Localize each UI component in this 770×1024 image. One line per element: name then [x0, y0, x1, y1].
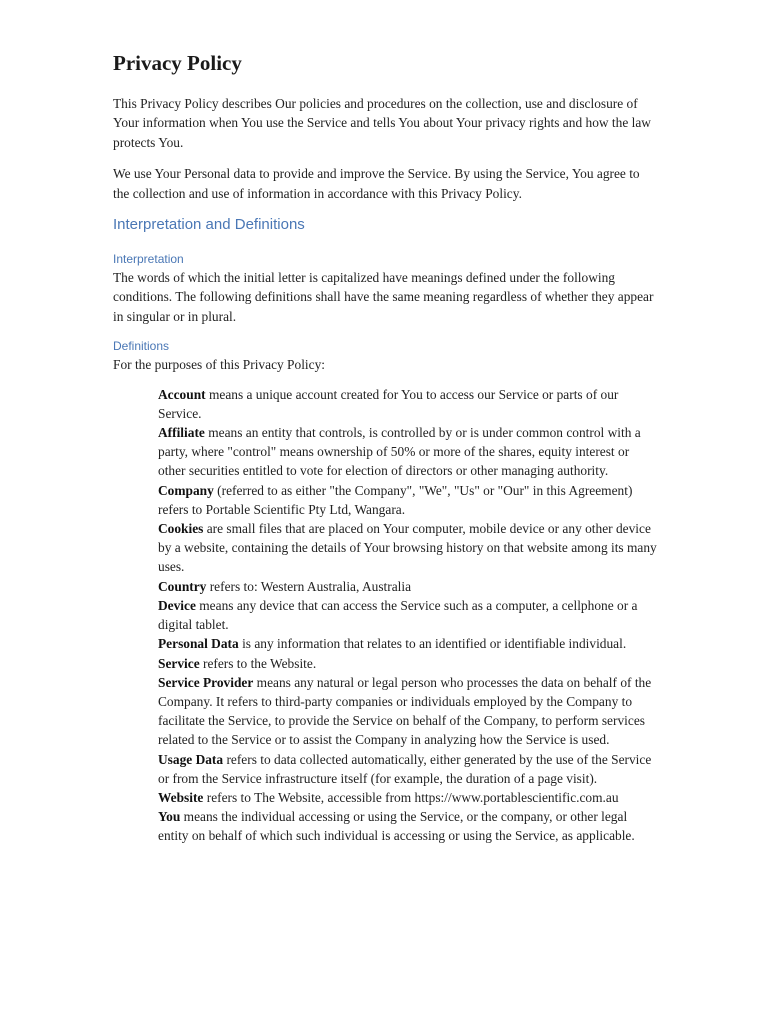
- definition-term: Usage Data: [158, 751, 224, 767]
- definition-item: [158, 807, 658, 845]
- definition-term: You: [158, 809, 181, 825]
- subsection-heading-interpretation: Interpretation: [113, 252, 184, 267]
- definition-text: (referred to as either "the Company", "We", "Us" or "Our" in this Agreement) refers to Portable Scientific Pty Ltd, Wangara.: [158, 482, 633, 517]
- definition-term: Cookies: [158, 521, 204, 537]
- definition-text: means a unique account created for You to access our Service or parts of our Service.: [158, 386, 619, 421]
- definition-term: Service Provider: [158, 674, 254, 690]
- definition-item: [158, 654, 658, 673]
- definition-item: [158, 423, 658, 481]
- definition-term: Account: [158, 386, 206, 402]
- definition-term: Affiliate: [158, 425, 205, 441]
- definition-item: [158, 577, 658, 596]
- definition-text: is any information that relates to an identified or identifiable individual.: [238, 636, 627, 652]
- section-heading: Interpretation and Definitions: [113, 216, 305, 234]
- intro-paragraph: We use Your Personal data to provide and improve the Service. By using the Service, You agree to the collection and use of information in accordance with this Privacy Policy.: [113, 166, 640, 201]
- definition-text: refers to data collected automatically, either generated by the use of the Service or from the Service infrastructure itself (for example, the duration of a page visit).: [158, 751, 652, 786]
- definition-term: Service: [158, 655, 200, 671]
- definition-item: [158, 596, 658, 634]
- definitions-lead: For the purposes of this Privacy Policy:: [113, 357, 326, 373]
- definition-text: refers to The Website, accessible from https://www.portablescientific.com.au: [203, 789, 619, 805]
- definition-text: means an entity that controls, is controlled by or is under common control with a party, where "control" means ownership of 50% or more of the shares, equity interest or other securities entitled to vote for election of directors or other managing authority.: [158, 425, 641, 479]
- definition-item: [158, 519, 658, 577]
- page-title: Privacy Policy: [113, 51, 242, 75]
- definition-text: are small files that are placed on Your computer, mobile device or any other device by a website, containing the details of Your browsing history on that website among its many uses.: [158, 521, 657, 575]
- definition-item: [158, 385, 658, 423]
- definition-item: [158, 634, 658, 653]
- intro-paragraph: This Privacy Policy describes Our policies and procedures on the collection, use and disclosure of Your information when You use the Service and tells You about Your privacy rights and how the law protects You.: [113, 96, 651, 150]
- definition-list: [158, 385, 658, 846]
- definition-term: Website: [158, 789, 204, 805]
- definition-term: Company: [158, 482, 214, 498]
- interpretation-paragraph: The words of which the initial letter is capitalized have meanings defined under the following conditions. The following definitions shall have the same meaning regardless of whether they appear in singular or in plural.: [113, 270, 654, 324]
- definition-text: means any device that can access the Service such as a computer, a cellphone or a digital tablet.: [158, 597, 638, 633]
- definition-text: refers to the Website.: [199, 655, 317, 671]
- definition-term: Device: [158, 597, 196, 613]
- document-content: [113, 50, 658, 846]
- definition-text: means any natural or legal person who processes the data on behalf of the Company. It refers to third-party companies or individuals employed by the Company to facilitate the Service, to provide the Service on behalf of the Company, to perform services related to the Service or to assist the Company in analyzing how the Service is used.: [158, 674, 652, 748]
- definition-item: [158, 481, 658, 519]
- definition-term: Personal Data: [158, 636, 239, 652]
- definition-text: means the individual accessing or using the Service, or the company, or other legal entity on behalf of which such individual is accessing or using the Service, as applicable.: [158, 809, 635, 844]
- definition-item: [158, 673, 658, 750]
- definition-item: [158, 788, 658, 807]
- definition-item: [158, 750, 658, 788]
- subsection-heading-definitions: Definitions: [113, 339, 170, 354]
- definition-term: Country: [158, 578, 207, 594]
- definition-text: refers to: Western Australia, Australia: [206, 578, 412, 594]
